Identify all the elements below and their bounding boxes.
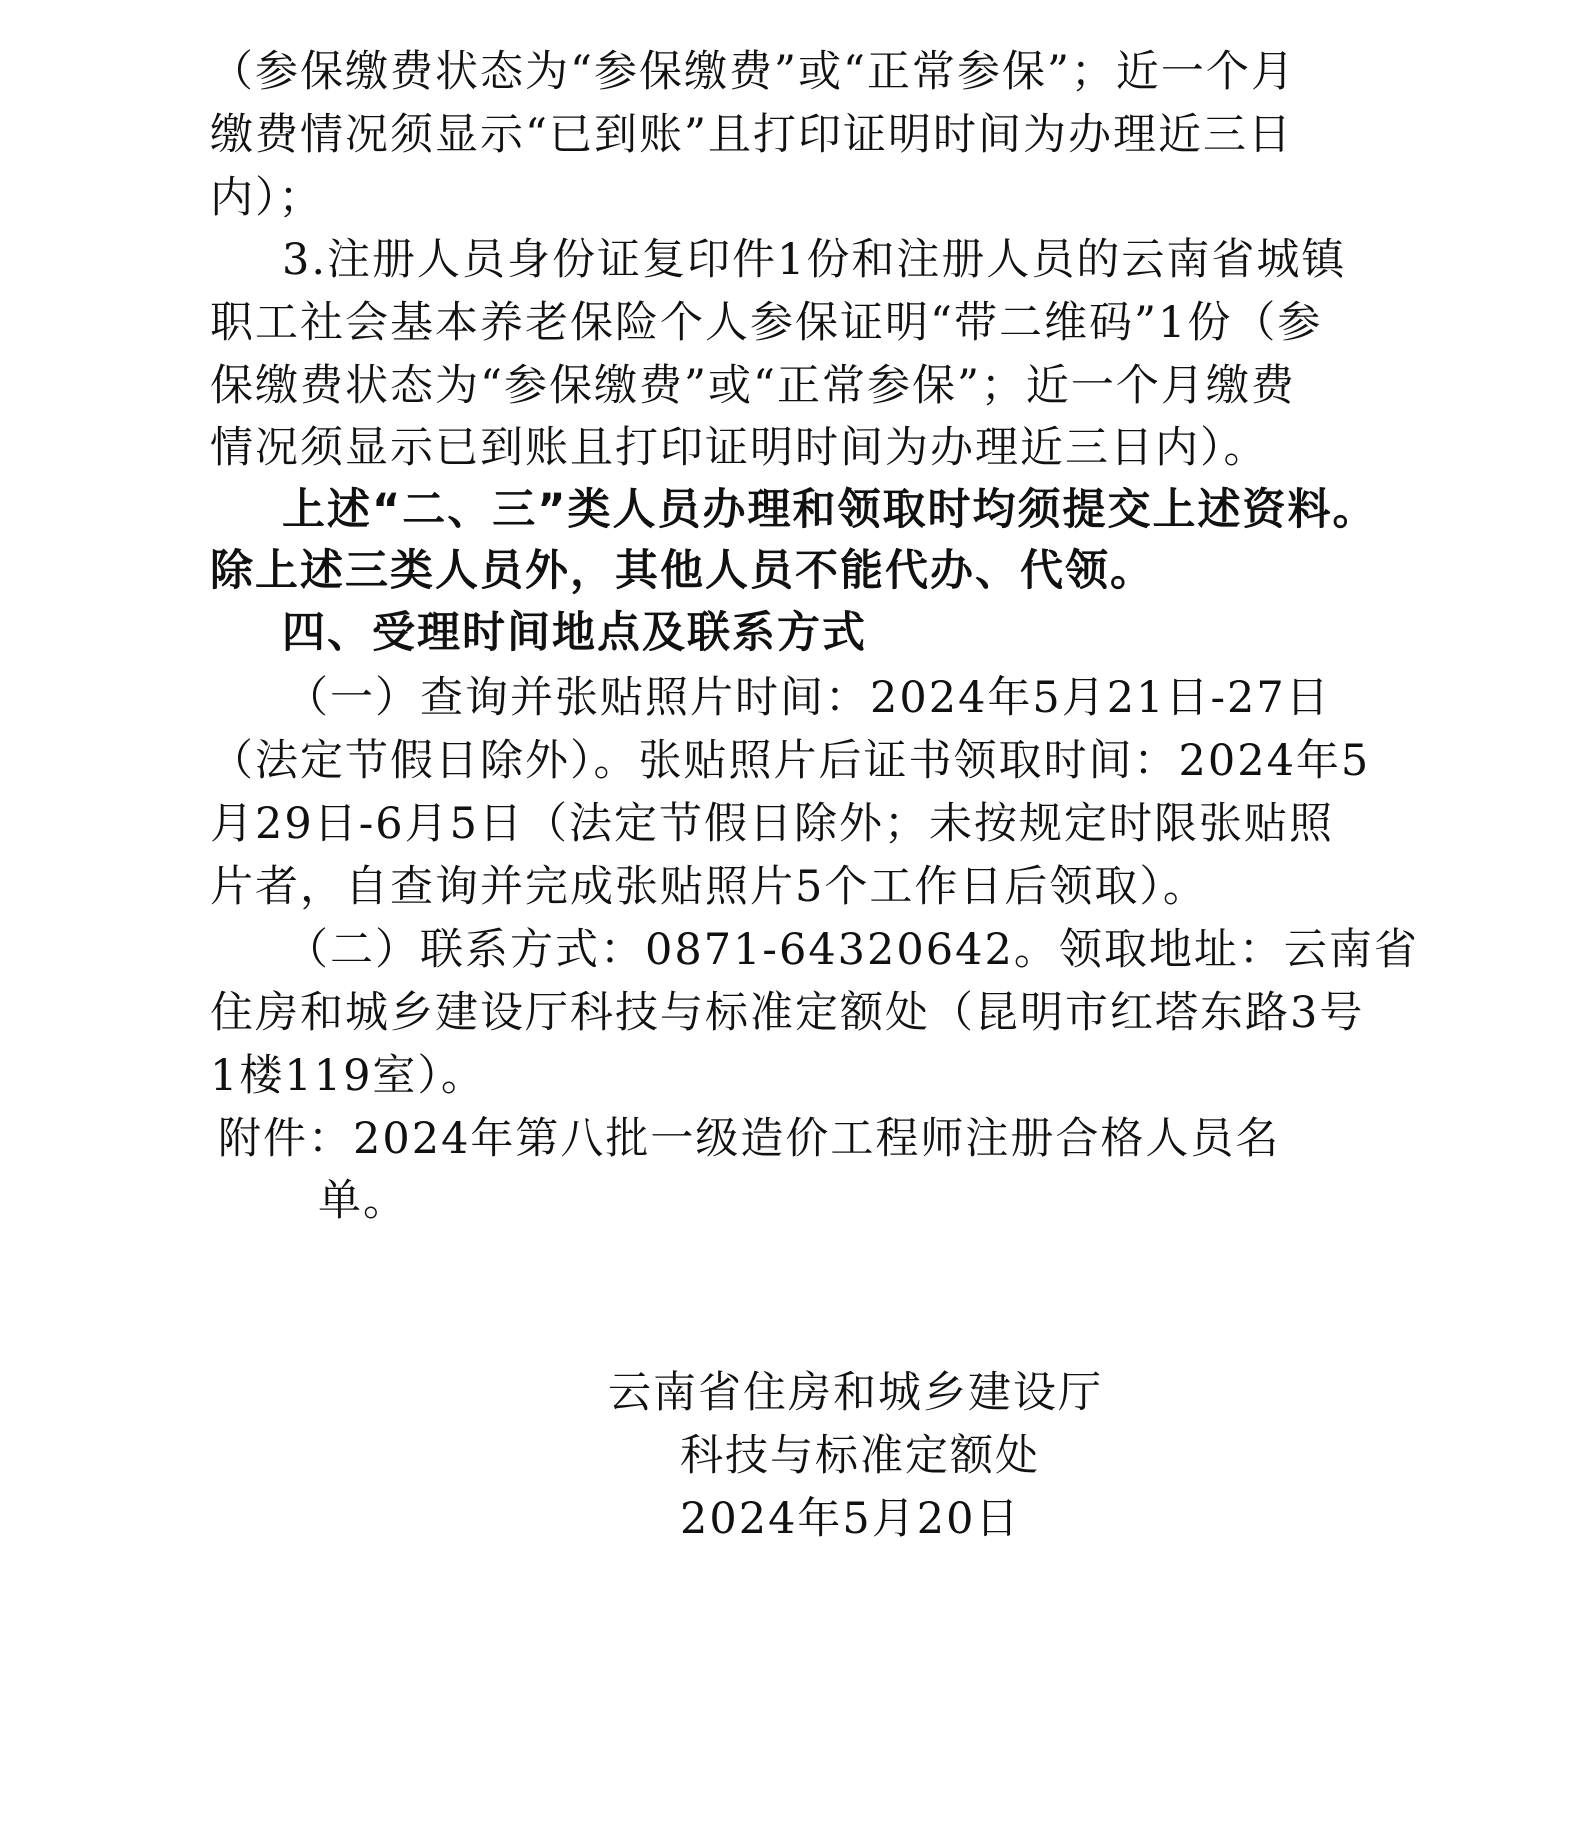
text-line: 1楼119室）。 <box>210 1051 486 1101</box>
signature-org-line: 云南省住房和城乡建设厅 <box>608 1368 1103 1418</box>
text-line: 保缴费状态为“参保缴费”或“正常参保”；近一个月缴费 <box>210 361 1296 411</box>
section-heading: 四、受理时间地点及联系方式 <box>282 608 867 658</box>
text-line: 住房和城乡建设厅科技与标准定额处（昆明市红塔东路3号 <box>210 988 1365 1038</box>
bold-text-line: 上述“二、三”类人员办理和领取时均须提交上述资料。 <box>282 485 1378 535</box>
text-line: 3.注册人员身份证复印件1份和注册人员的云南省城镇 <box>282 235 1347 285</box>
text-line: 职工社会基本养老保险个人参保证明“带二维码”1份（参 <box>210 298 1323 348</box>
text-line: （法定节假日除外）。张贴照片后证书领取时间：2024年5 <box>210 736 1371 786</box>
text-line: 缴费情况须显示“已到账”且打印证明时间为办理近三日 <box>210 110 1293 160</box>
signature-date: 2024年5月20日 <box>680 1494 1021 1544</box>
text-line: 月29日-6月5日（法定节假日除外；未按规定时限张贴照 <box>210 799 1334 849</box>
text-line: （二）联系方式：0871-64320642。领取地址：云南省 <box>285 925 1419 975</box>
text-line: 情况须显示已到账且打印证明时间为办理近三日内）。 <box>210 423 1269 473</box>
attachment-line: 单。 <box>318 1176 408 1226</box>
text-line: 内）； <box>210 173 324 223</box>
bold-text-line: 除上述三类人员外，其他人员不能代办、代领。 <box>210 546 1155 596</box>
signature-dept-line: 科技与标准定额处 <box>680 1431 1040 1481</box>
attachment-line: 附件：2024年第八批一级造价工程师注册合格人员名 <box>218 1114 1281 1164</box>
text-line: 片者，自查询并完成张贴照片5个工作日后领取）。 <box>210 862 1208 912</box>
text-line: （一）查询并张贴照片时间：2024年5月21日-27日 <box>285 673 1331 723</box>
text-line: （参保缴费状态为“参保缴费”或“正常参保”；近一个月 <box>210 47 1296 97</box>
